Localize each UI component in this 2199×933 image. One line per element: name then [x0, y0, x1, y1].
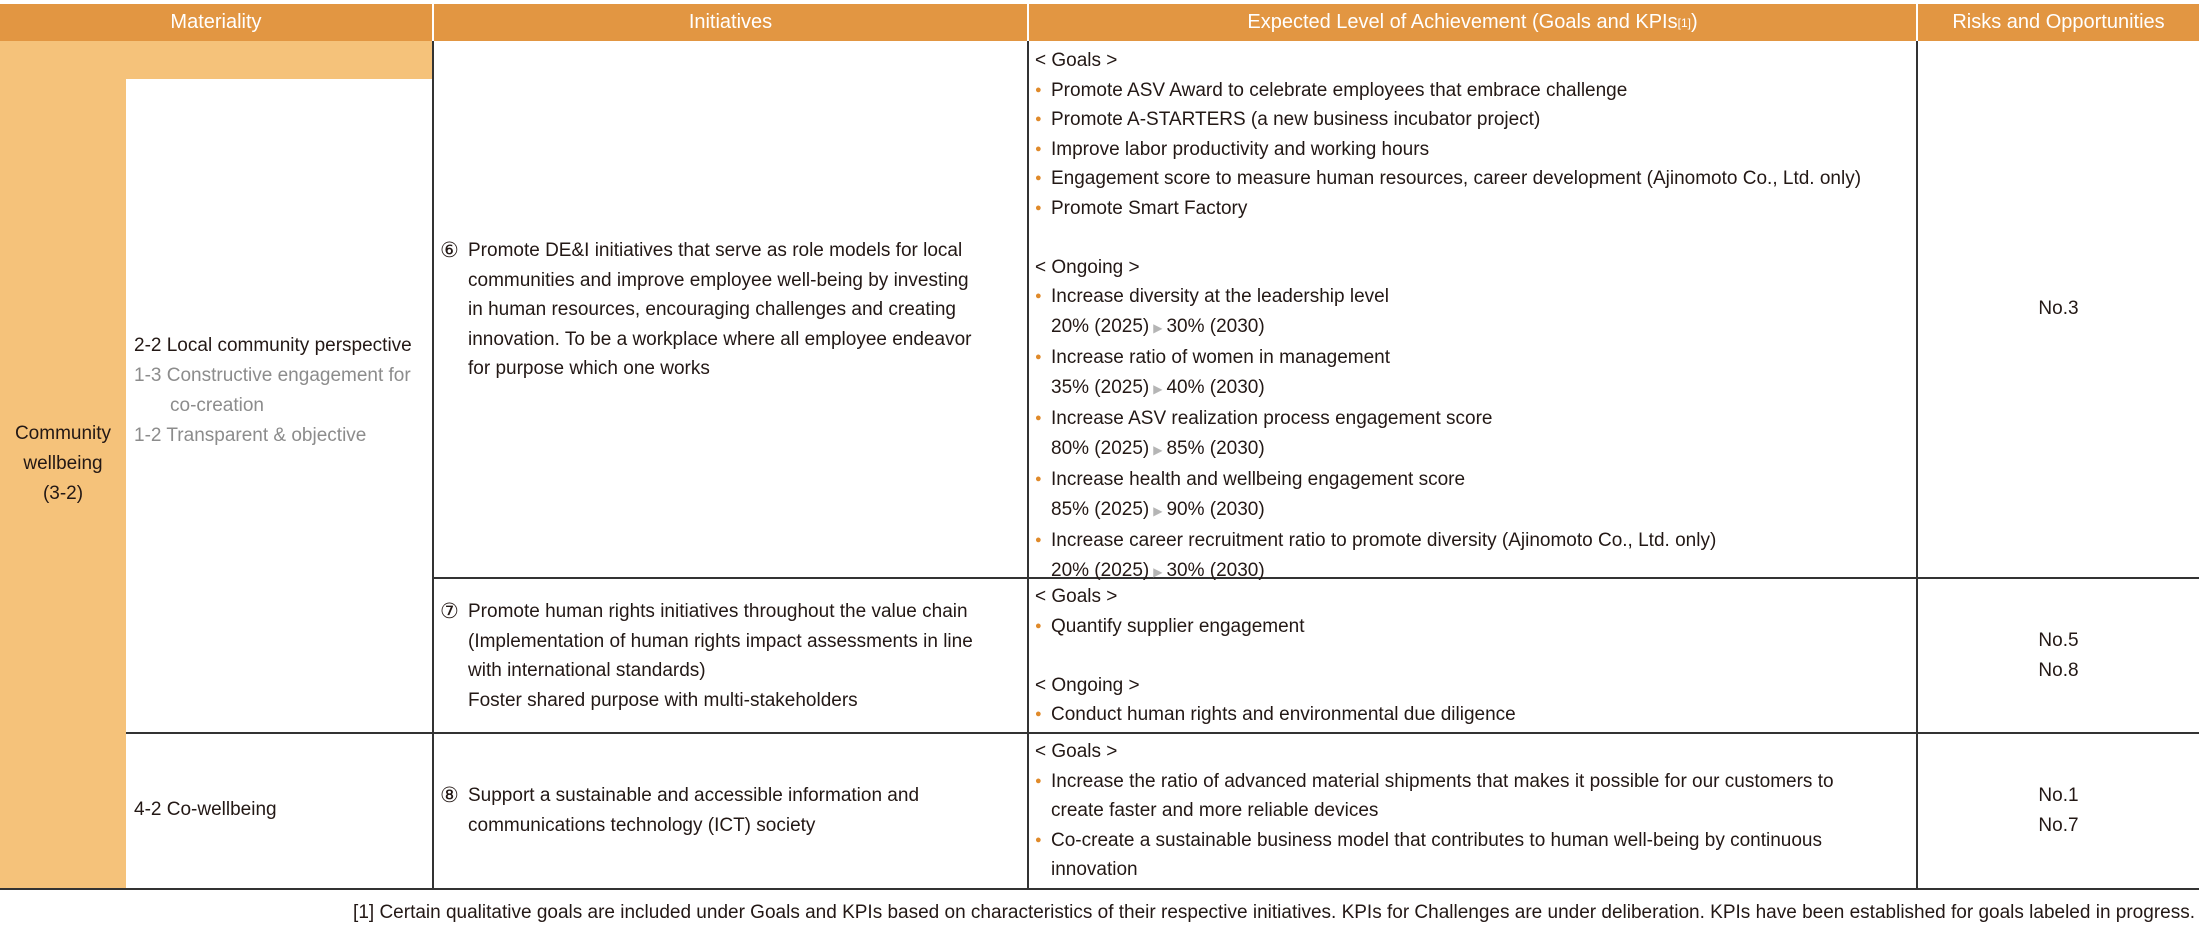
initiative-line: Promote human rights initiatives throughout the value chain — [468, 601, 968, 622]
initiative-line: Support a sustainable and accessible information and — [468, 785, 920, 806]
initiative-line: Foster shared purpose with multi-stakeholders — [468, 689, 858, 711]
initiative-number: ⑥ — [440, 239, 459, 262]
goal-item: ● Promote Smart Factory — [1035, 194, 1915, 224]
goal-item: ● Promote ASV Award to celebrate employees that embrace challenge — [1035, 76, 1915, 106]
materiality-primary: 2-2 Local community perspective — [134, 335, 412, 356]
header-achievement-close: ) — [1690, 11, 1698, 33]
ongoing-item: ● Increase ratio of women in management — [1035, 343, 1915, 373]
kpi-from: 85% (2025) — [1051, 498, 1150, 520]
footnote: [1] Certain qualitative goals are included under Goals and KPIs based on characteristics of their respective initiatives. KPIs for Challenges are under deliberation. KPIs have been established for goals labeled in progress. — [353, 902, 2195, 923]
risk-ref: No.1 — [2038, 785, 2079, 806]
materiality-level1-line: (3-2) — [42, 483, 84, 504]
initiative-line: communities and improve employee well-being by investing — [468, 269, 969, 291]
kpi-target — [1035, 373, 1915, 405]
initiative-number: ⑧ — [440, 784, 459, 807]
ongoing-heading: < Ongoing > — [1035, 256, 1140, 278]
ongoing-item: ● Increase career recruitment ratio to promote diversity (Ajinomoto Co., Ltd. only) — [1035, 526, 1915, 556]
kpi-from: 20% (2025) — [1051, 315, 1150, 337]
kpi-from: 80% (2025) — [1051, 437, 1150, 459]
initiative-7 — [440, 597, 1020, 715]
materiality-top-band — [126, 41, 432, 79]
table-bottom-rule — [0, 888, 2199, 890]
kpi-target — [1035, 312, 1915, 344]
goal-line: ● Increase the ratio of advanced material shipments that makes it possible for our customers to — [1051, 770, 1834, 792]
risk-ref: No.3 — [2038, 298, 2079, 319]
kpi-to: 90% (2030) — [1166, 498, 1265, 520]
initiative-line: communications technology (ICT) society — [468, 814, 816, 836]
kpi-from: 35% (2025) — [1051, 376, 1150, 398]
ongoing-item: ● Increase health and wellbeing engagement score — [1035, 465, 1915, 495]
risk-ref: No.7 — [2038, 815, 2079, 836]
materiality-block-2 — [134, 795, 424, 825]
header-risks — [1918, 4, 2199, 41]
kpi-target — [1035, 434, 1915, 466]
materiality-level1-line: wellbeing — [23, 453, 103, 474]
initiative-line: with international standards) — [468, 660, 706, 681]
arrow-right-icon: ▶ — [1153, 381, 1163, 396]
kpi-from: 20% (2025) — [1051, 559, 1150, 581]
header-achievement-label: Expected Level of Achievement (Goals and KPIs — [1247, 11, 1678, 33]
achievement-row-1 — [1035, 46, 1915, 587]
materiality-block-1 — [134, 331, 424, 451]
header-materiality-label: Materiality — [170, 11, 262, 33]
arrow-right-icon: ▶ — [1153, 564, 1163, 579]
risk-ref: No.8 — [2038, 660, 2079, 681]
ongoing-item: ● Conduct human rights and environmental due diligence — [1035, 700, 1915, 730]
ongoing-item: ● Increase ASV realization process engagement score — [1035, 404, 1915, 434]
initiative-6 — [440, 236, 1020, 384]
initiative-line: for purpose which one works — [468, 358, 710, 379]
ongoing-item: ● Increase diversity at the leadership level — [1035, 282, 1915, 312]
col-divider-materiality — [432, 41, 434, 889]
achievement-row-2 — [1035, 582, 1915, 730]
risk-cell-1 — [1918, 294, 2199, 324]
goal-item: ● Improve labor productivity and working hours — [1035, 135, 1915, 165]
initiative-line: in human resources, encouraging challenges and creating — [468, 299, 956, 320]
materiality-level1 — [0, 419, 126, 509]
kpi-to: 85% (2030) — [1166, 437, 1265, 459]
materiality-secondary: 1-2 Transparent & objective — [134, 425, 367, 446]
goals-heading: < Goals > — [1035, 50, 1118, 71]
header-initiatives-label: Initiatives — [688, 11, 773, 33]
goal-line: innovation — [1051, 859, 1138, 880]
materiality-secondary: 1-3 Constructive engagement for co-creation — [134, 365, 411, 416]
initiative-number: ⑦ — [440, 600, 459, 623]
initiative-line: (Implementation of human rights impact assessments in line — [468, 630, 973, 652]
kpi-to: 30% (2030) — [1166, 559, 1265, 581]
arrow-right-icon: ▶ — [1153, 320, 1163, 335]
goal-line: create faster and more reliable devices — [1051, 800, 1379, 821]
kpi-to: 40% (2030) — [1166, 376, 1265, 398]
arrow-right-icon: ▶ — [1153, 442, 1163, 457]
goal-line: ● Co-create a sustainable business model that contributes to human well-being by continuous — [1051, 829, 1823, 851]
materiality-primary: 4-2 Co-wellbeing — [134, 799, 277, 820]
risk-cell-2 — [1918, 626, 2199, 686]
goals-heading: < Goals > — [1035, 586, 1118, 607]
row-divider-2 — [126, 732, 2199, 734]
header-achievement: Expected Level of Achievement (Goals and KPIs [1] ) — [1029, 4, 1916, 41]
goal-item: ● Engagement score to measure human resources, career development (Ajinomoto Co., Ltd. only) — [1035, 164, 1915, 194]
goal-item — [1035, 826, 1915, 885]
col-divider-achievement — [1916, 41, 1918, 889]
header-initiatives — [434, 4, 1027, 41]
initiative-8 — [440, 781, 1020, 840]
risk-ref: No.5 — [2038, 630, 2079, 651]
initiative-line: innovation. To be a workplace where all employee endeavor — [468, 328, 972, 350]
col-divider-initiatives — [1027, 41, 1029, 889]
header-materiality — [0, 4, 432, 41]
ongoing-heading: < Ongoing > — [1035, 674, 1140, 696]
initiative-line: Promote DE&I initiatives that serve as role models for local — [468, 240, 963, 261]
kpi-to: 30% (2030) — [1166, 315, 1265, 337]
risk-cell-3 — [1918, 781, 2199, 841]
kpi-target — [1035, 495, 1915, 527]
goal-item: ● Promote A-STARTERS (a new business incubator project) — [1035, 105, 1915, 135]
arrow-right-icon: ▶ — [1153, 503, 1163, 518]
goal-item — [1035, 767, 1915, 826]
goals-heading: < Goals > — [1035, 741, 1118, 762]
achievement-row-3 — [1035, 737, 1915, 885]
materiality-level1-line: Community — [14, 423, 112, 444]
header-risks-label: Risks and Opportunities — [1952, 11, 2165, 33]
goal-item: ● Quantify supplier engagement — [1035, 612, 1915, 642]
